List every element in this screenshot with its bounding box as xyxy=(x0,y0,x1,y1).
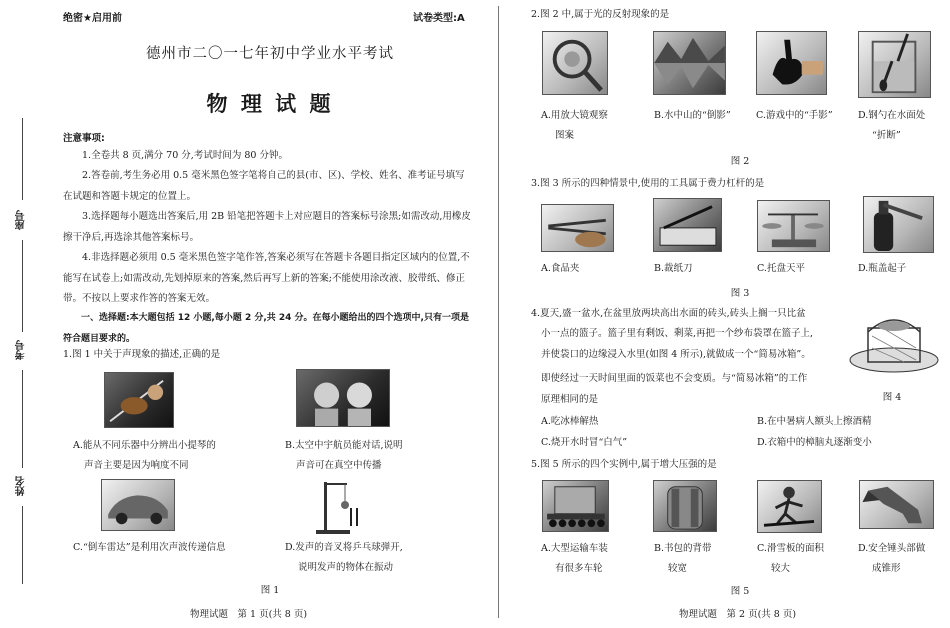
q1-option-b-line2: 声音可在真空中传播 xyxy=(296,460,382,471)
q2-option-a-line1: A.用放大镜观察 xyxy=(541,110,608,121)
binding-line-mid2 xyxy=(22,370,23,468)
q3-option-c: C.托盘天平 xyxy=(757,263,805,274)
q5-stem: 5.图 5 所示的四个实例中,属于增大压强的是 xyxy=(531,459,717,470)
simple-fridge-image xyxy=(846,302,942,384)
q5-option-b-line1: B.书包的背带 xyxy=(654,543,712,554)
binding-line-bottom xyxy=(22,506,23,584)
mountain-reflection-image xyxy=(653,31,726,95)
notice-item-2: 2.答卷前,考生务必用 0.5 毫米黑色签字笔将自己的县(市、区)、学校、姓名、准考证号填写在试题和答题卡规定的位置上。 xyxy=(63,170,465,202)
q1-option-d-line1: D.发声的音叉将乒乓球弹开, xyxy=(285,542,403,553)
notice-item-1: 1.全卷共 8 页,满分 70 分,考试时间为 80 分钟。 xyxy=(82,150,288,161)
right-page-footer: 物理试题 第 2 页(共 8 页) xyxy=(679,609,797,620)
notice-item-3: 3.选择题每小题选出答案后,用 2B 铅笔把答题卡上对应题目的答案标号涂黑;如需改动,用橡皮擦干净后,再选涂其他答案标号。 xyxy=(63,211,471,243)
figure-5-caption: 图 5 xyxy=(730,586,750,597)
exam-no-label: 考号 xyxy=(16,340,27,360)
q4-option-b: B.在中暑病人额头上擦酒精 xyxy=(757,416,872,427)
seat-label: 座号 xyxy=(16,210,27,230)
q2-stem: 2.图 2 中,属于光的反射现象的是 xyxy=(531,9,670,20)
binding-line-top xyxy=(22,118,23,200)
exam-title: 德州市二〇一七年初中学业水平考试 xyxy=(146,46,394,62)
paper-cutter-image xyxy=(653,198,722,252)
q3-option-d: D.瓶盖起子 xyxy=(858,263,907,274)
section-one: 一、选择题:本大题包括 12 小题,每小题 2 分,共 24 分。在每小题给出的四个选项中,只有一项是符合题目要求的。 xyxy=(63,313,469,344)
secret-label: 绝密★启用前 xyxy=(63,13,122,24)
q1-option-a-line1: A.能从不同乐器中分辨出小提琴的 xyxy=(73,440,216,451)
safety-hammer-image xyxy=(859,480,934,529)
q1-stem: 1.图 1 中关于声现象的描述,正确的是 xyxy=(63,349,221,360)
notice-item-4: 4.非选择题必须用 0.5 毫米黑色签字笔作答,答案必须写在答题卡各题目指定区域内的位置,不能写在试卷上;如需改动,先划掉原来的答案,然后再写上新的答案;不能使用涂改液、胶带纸、修正带。不按以上要求作答的答案无效。 xyxy=(63,252,470,304)
notice-heading: 注意事项: xyxy=(63,133,105,144)
car-radar-image xyxy=(101,479,175,531)
q5-option-d-line1: D.安全锤头部做 xyxy=(858,543,926,554)
q2-option-d-line2: “折断” xyxy=(872,130,901,141)
q3-option-a: A.食品夹 xyxy=(541,263,580,274)
hand-shadow-image xyxy=(756,31,827,95)
food-tongs-image xyxy=(541,204,614,252)
q3-option-b: B.裁纸刀 xyxy=(654,263,693,274)
balance-scale-image xyxy=(757,200,830,252)
figure-4-caption: 图 4 xyxy=(882,392,902,403)
transport-truck-image xyxy=(542,480,609,532)
figure-1-caption: 图 1 xyxy=(260,585,280,596)
q2-option-c: C.游戏中的“手影” xyxy=(756,110,833,121)
q2-option-b: B.水中山的“倒影” xyxy=(654,110,731,121)
q1-option-d-line2: 说明发声的物体在振动 xyxy=(298,562,394,573)
q4-line-3: 并使袋口的边缘浸入水里(如图 4 所示),就做成一个“简易冰箱”。 xyxy=(541,349,811,360)
q5-option-a-line1: A.大型运输车装 xyxy=(541,543,608,554)
name-label: 姓名 xyxy=(16,476,27,496)
violin-image xyxy=(104,372,174,428)
q4-option-a: A.吃冰棒解热 xyxy=(541,416,599,427)
q4-line-2: 小一点的篮子。篮子里有剩饭、剩菜,再把一个纱布袋罩在篮子上, xyxy=(541,328,814,339)
q4-line-4: 即使经过一天时间里面的饭菜也不会变质。与“简易冰箱”的工作 xyxy=(541,373,808,384)
q1-option-c: C.“倒车雷达”是利用次声波传递信息 xyxy=(73,542,226,553)
magnifier-image xyxy=(542,31,608,95)
q5-option-d-line2: 成锥形 xyxy=(872,563,901,574)
q1-option-b-line1: B.太空中宇航员能对话,说明 xyxy=(285,440,403,451)
q4-line-1: 4.夏天,盛一盆水,在盆里放两块高出水面的砖头,砖头上搁一只比盆 xyxy=(531,308,806,319)
q4-line-5: 原理相同的是 xyxy=(541,394,599,405)
q4-option-c: C.烧开水时冒“白气” xyxy=(541,437,628,448)
q5-option-a-line2: 有很多车轮 xyxy=(555,563,603,574)
figure-3-caption: 图 3 xyxy=(730,288,750,299)
subject-title: 物 理 试 题 xyxy=(206,92,334,116)
page-divider xyxy=(498,6,499,618)
left-page-footer: 物理试题 第 1 页(共 8 页) xyxy=(190,609,308,620)
q3-stem: 3.图 3 所示的四种情景中,使用的工具属于费力杠杆的是 xyxy=(531,178,765,189)
bottle-opener-image xyxy=(863,196,934,253)
skiing-image xyxy=(757,480,822,533)
backpack-image xyxy=(653,480,717,532)
astronaut-image xyxy=(296,369,390,427)
spoon-in-water-image xyxy=(858,31,931,98)
figure-2-caption: 图 2 xyxy=(730,156,750,167)
paper-type: 试卷类型:A xyxy=(413,13,465,24)
q2-option-d-line1: D.钢勺在水面处 xyxy=(858,110,926,121)
q4-option-d: D.衣箱中的樟脑丸逐渐变小 xyxy=(757,437,872,448)
tuning-fork-image xyxy=(313,478,363,536)
q1-option-a-line2: 声音主要是因为响度不同 xyxy=(84,460,189,471)
q5-option-b-line2: 较宽 xyxy=(668,563,688,574)
q5-option-c-line1: C.滑雪板的面积 xyxy=(757,543,824,554)
binding-line-mid1 xyxy=(22,240,23,332)
q2-option-a-line2: 图案 xyxy=(555,130,575,141)
q5-option-c-line2: 较大 xyxy=(771,563,791,574)
